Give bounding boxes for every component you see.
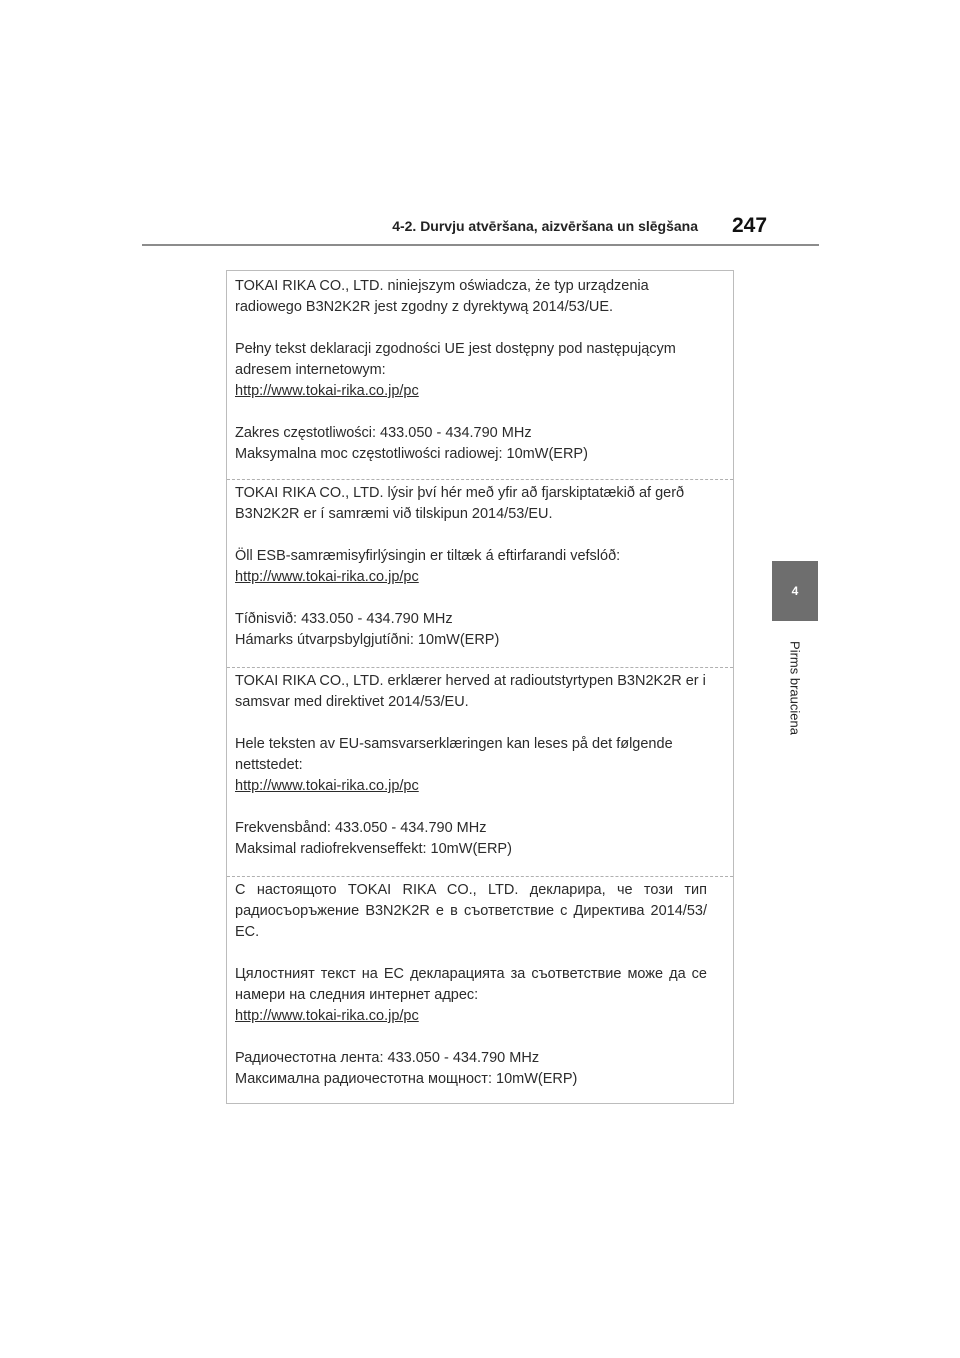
- section-divider: [227, 667, 733, 668]
- declaration-text: TOKAI RIKA CO., LTD. lýsir því hér með yfir að fjarskiptatækið af gerð B3N2K2R er í samræmi við tilskipun 2014/53/EU.: [235, 485, 685, 522]
- declaration-text: С настоящото TOKAI RIKA CO., LTD. декларира, че този тип радиосъоръжение B3N2K2R е в съответствие с Директива 2014/53/ЕС.: [235, 882, 707, 940]
- max-power: Maksymalna moc częstotliwości radiowej: 10mW(ERP): [235, 446, 588, 462]
- chapter-number: 4: [791, 584, 799, 598]
- declaration-link[interactable]: http://www.tokai-rika.co.jp/pc: [235, 778, 419, 794]
- max-power: Hámarks útvarpsbylgjutíðni: 10mW(ERP): [235, 632, 500, 648]
- chapter-label: Pirms brauciena: [787, 641, 803, 735]
- page-number: 247: [732, 214, 768, 237]
- declaration-link[interactable]: http://www.tokai-rika.co.jp/pc: [235, 383, 419, 399]
- section-divider: [227, 479, 733, 480]
- frequency-range: Zakres częstotliwości: 433.050 - 434.790 MHz: [235, 425, 532, 441]
- section-title: 4-2. Durvju atvēršana, aizvēršana un slēgšana: [392, 218, 698, 234]
- declaration-section-pl: [227, 276, 733, 465]
- fulltext-info: Цялостният текст на ЕС декларацията за съответствие може да се намери на следния интернет адрес:: [235, 966, 707, 1003]
- chapter-tab: [772, 561, 818, 621]
- declaration-box: [226, 270, 734, 1104]
- section-divider: [227, 876, 733, 877]
- declaration-link[interactable]: http://www.tokai-rika.co.jp/pc: [235, 1008, 419, 1024]
- fulltext-info: Hele teksten av EU-samsvarserklæringen kan leses på det følgende nettstedet:: [235, 736, 673, 773]
- frequency-range: Радиочестотна лента: 433.050 - 434.790 MHz: [235, 1050, 540, 1066]
- declaration-section-bg: [227, 880, 733, 1090]
- declaration-text: TOKAI RIKA CO., LTD. erklærer herved at radioutstyrtypen B3N2K2R er i samsvar med direktivet 2014/53/EU.: [235, 673, 706, 710]
- declaration-link[interactable]: http://www.tokai-rika.co.jp/pc: [235, 569, 419, 585]
- header-rule: [142, 244, 819, 246]
- max-power: Максимална радиочестотна мощност: 10mW(ERP): [235, 1071, 578, 1087]
- declaration-text: TOKAI RIKA CO., LTD. niniejszym oświadcza, że typ urządzenia radiowego B3N2K2R jest zgodny z dyrektywą 2014/53/UE.: [235, 278, 649, 315]
- fulltext-info: Öll ESB-samræmisyfirlýsingin er tiltæk á eftirfarandi vefslóð:: [235, 548, 621, 564]
- frequency-range: Frekvensbånd: 433.050 - 434.790 MHz: [235, 820, 487, 836]
- fulltext-info: Pełny tekst deklaracji zgodności UE jest dostępny pod następującym adresem internetowym:: [235, 341, 676, 378]
- frequency-range: Tíðnisvið: 433.050 - 434.790 MHz: [235, 611, 453, 627]
- declaration-section-no: [227, 671, 733, 860]
- declaration-section-is: [227, 483, 733, 651]
- max-power: Maksimal radiofrekvenseffekt: 10mW(ERP): [235, 841, 512, 857]
